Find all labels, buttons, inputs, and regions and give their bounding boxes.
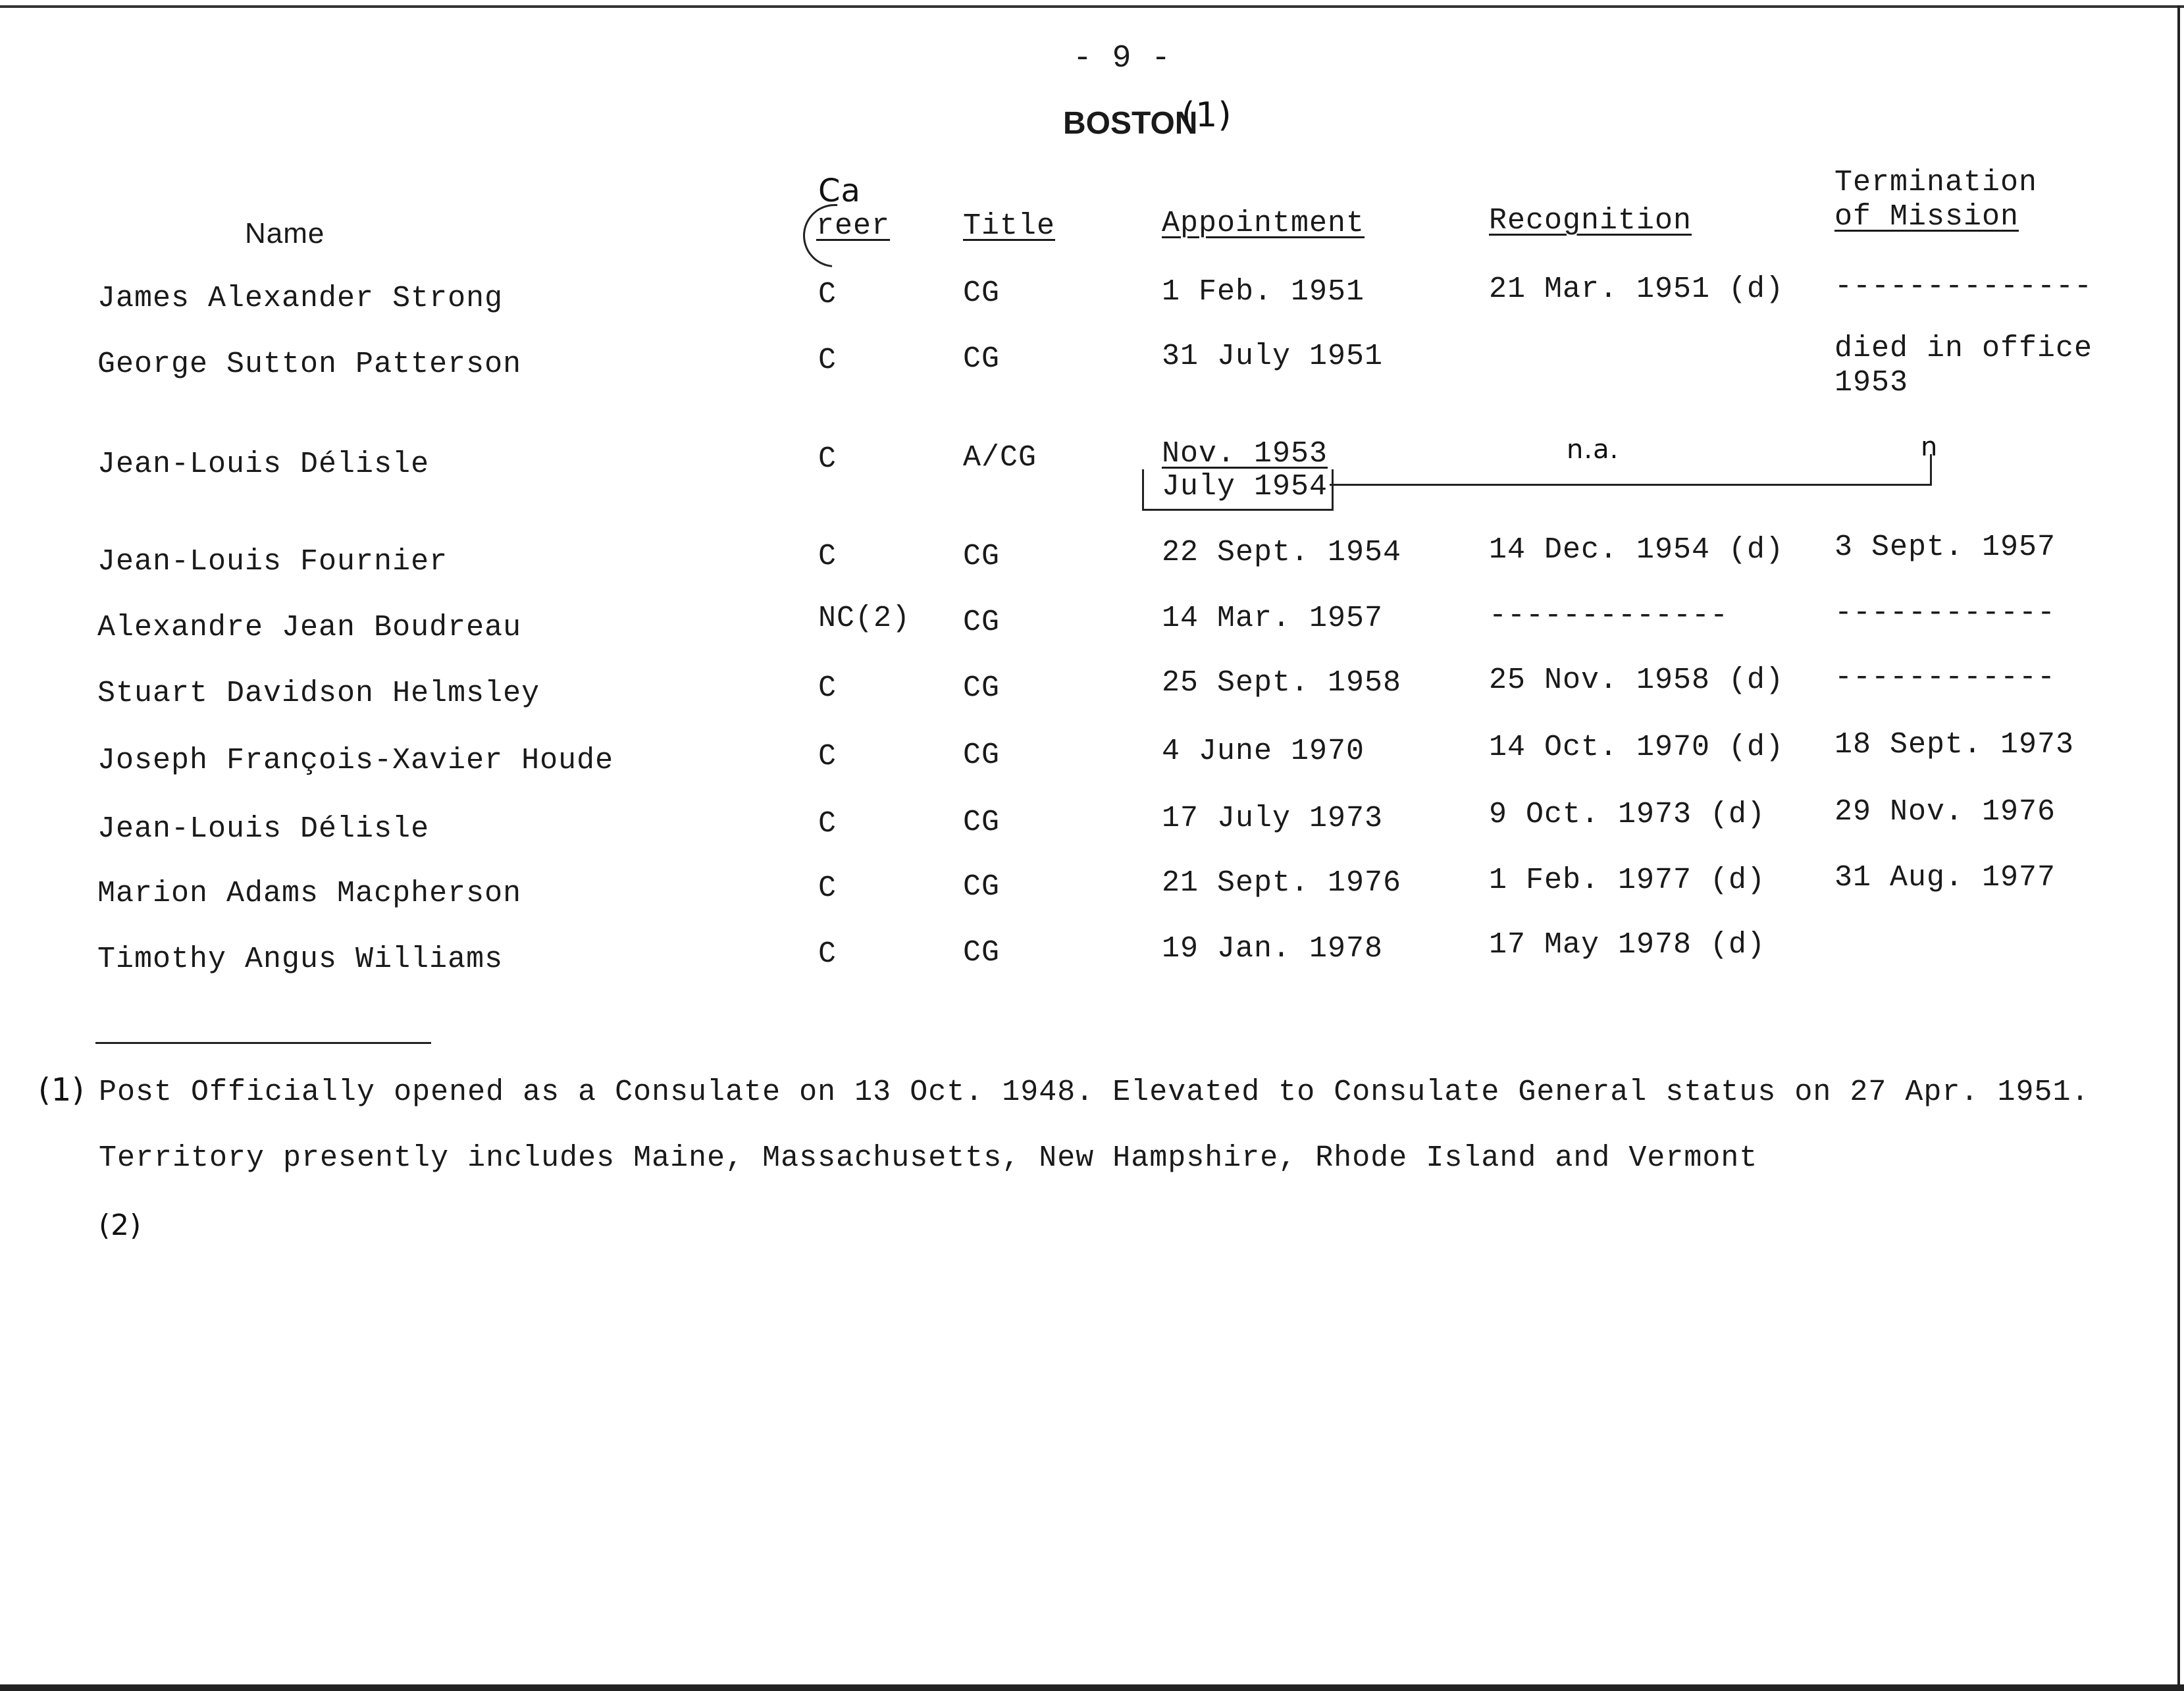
cell-termination-handwritten: n — [1921, 432, 1938, 462]
cell-recognition: 21 Mar. 1951 (d) — [1489, 273, 1784, 306]
cell-title: CG — [963, 342, 1001, 376]
cell-career: C — [818, 540, 837, 573]
cell-name: Marion Adams Macpherson — [97, 877, 522, 910]
cell-appointment-line2: July 1954 — [1162, 470, 1328, 504]
cell-recognition: ------------- — [1489, 599, 1729, 633]
cell-career: C — [818, 872, 837, 905]
cell-appointment: 14 Mar. 1957 — [1162, 602, 1384, 635]
cell-appointment: 17 July 1973 — [1162, 802, 1384, 835]
cell-appointment: 25 Sept. 1958 — [1162, 666, 1402, 700]
cell-termination: 29 Nov. 1976 — [1834, 795, 2056, 829]
cell-title: CG — [963, 806, 1001, 839]
cell-recognition: 14 Oct. 1970 (d) — [1489, 731, 1784, 764]
cell-termination: 3 Sept. 1957 — [1834, 531, 2056, 564]
page-title: BOSTON — [1063, 106, 1198, 141]
cell-name: Jean-Louis Délisle — [97, 812, 430, 846]
cell-title: CG — [963, 540, 1001, 573]
header-name: Name — [245, 217, 325, 249]
header-termination-top: Termination — [1834, 166, 2038, 199]
cell-appointment: 31 July 1951 — [1162, 340, 1384, 373]
page-border-right — [2177, 5, 2180, 1686]
cell-title: CG — [963, 870, 1001, 904]
cell-career: C — [818, 740, 837, 773]
cell-recognition-handwritten: n.a. — [1567, 434, 1619, 465]
cell-termination: ------------ — [1834, 596, 2056, 630]
cell-name: Stuart Davidson Helmsley — [97, 677, 540, 710]
cell-career: C — [818, 344, 837, 377]
cell-termination: died in office — [1834, 332, 2093, 365]
cell-name: Alexandre Jean Boudreau — [97, 611, 522, 644]
header-career-top: Ca — [818, 172, 861, 209]
cell-recognition: 14 Dec. 1954 (d) — [1489, 533, 1784, 567]
cell-career: C — [818, 937, 837, 971]
page-number: - 9 - — [1073, 41, 1172, 76]
cell-termination-line2: 1953 — [1834, 366, 1909, 400]
cell-recognition: 9 Oct. 1973 (d) — [1489, 798, 1766, 831]
header-termination-bottom: of Mission — [1834, 200, 2019, 234]
header-title: Title — [963, 209, 1056, 243]
footnote-1-line1: Post Officially opened as a Consulate on 13 Oct. 1948. Elevated to Consulate General status on 27 Apr. 1951. — [99, 1076, 2090, 1109]
cell-termination: 31 Aug. 1977 — [1834, 861, 2056, 895]
page-border-bottom — [0, 1684, 2184, 1691]
cell-appointment: 4 June 1970 — [1162, 735, 1365, 768]
cell-title: CG — [963, 739, 1001, 772]
cell-appointment: 19 Jan. 1978 — [1162, 932, 1384, 966]
cell-name: Jean-Louis Fournier — [97, 545, 448, 579]
cell-name: Jean-Louis Délisle — [97, 448, 430, 481]
cell-appointment: 1 Feb. 1951 — [1162, 275, 1365, 309]
cell-recognition: 1 Feb. 1977 (d) — [1489, 864, 1766, 897]
cell-name: James Alexander Strong — [97, 282, 504, 315]
cell-career: NC(2) — [818, 602, 911, 635]
cell-termination: 18 Sept. 1973 — [1834, 728, 2075, 762]
cell-career: C — [818, 807, 837, 841]
footnote-1-line2: Territory presently includes Maine, Massachusetts, New Hampshire, Rhode Island and Vermont — [99, 1141, 1758, 1175]
cell-name: Timothy Angus Williams — [97, 943, 504, 976]
footnote-2-mark: (2) — [99, 1209, 142, 1242]
cell-termination: ------------ — [1834, 661, 2056, 694]
cell-title: CG — [963, 276, 1001, 310]
bracket-line — [1330, 484, 1932, 486]
cell-title: CG — [963, 671, 1001, 705]
cell-termination: -------------- — [1834, 270, 2093, 303]
title-footnote-mark: (1) — [1182, 95, 1232, 135]
cell-title: CG — [963, 606, 1001, 639]
cell-career: C — [818, 278, 837, 311]
footnote-1-mark: (1) — [38, 1072, 85, 1108]
cell-name: Joseph François-Xavier Houde — [97, 744, 614, 777]
header-recognition: Recognition — [1489, 204, 1692, 238]
cell-recognition: 25 Nov. 1958 (d) — [1489, 663, 1784, 697]
footnote-separator — [95, 1042, 431, 1044]
cell-appointment: 22 Sept. 1954 — [1162, 536, 1402, 569]
cell-title: CG — [963, 936, 1001, 970]
cell-appointment: Nov. 1953 — [1162, 437, 1328, 471]
header-appointment: Appointment — [1162, 207, 1365, 240]
cell-title: A/CG — [963, 441, 1037, 475]
cell-career: C — [818, 442, 837, 476]
cell-appointment: 21 Sept. 1976 — [1162, 866, 1402, 900]
cell-recognition: 17 May 1978 (d) — [1489, 928, 1766, 962]
header-career-bottom: reer — [816, 209, 891, 243]
cell-career: C — [818, 671, 837, 705]
page-border-top — [0, 5, 2184, 8]
cell-name: George Sutton Patterson — [97, 348, 522, 381]
